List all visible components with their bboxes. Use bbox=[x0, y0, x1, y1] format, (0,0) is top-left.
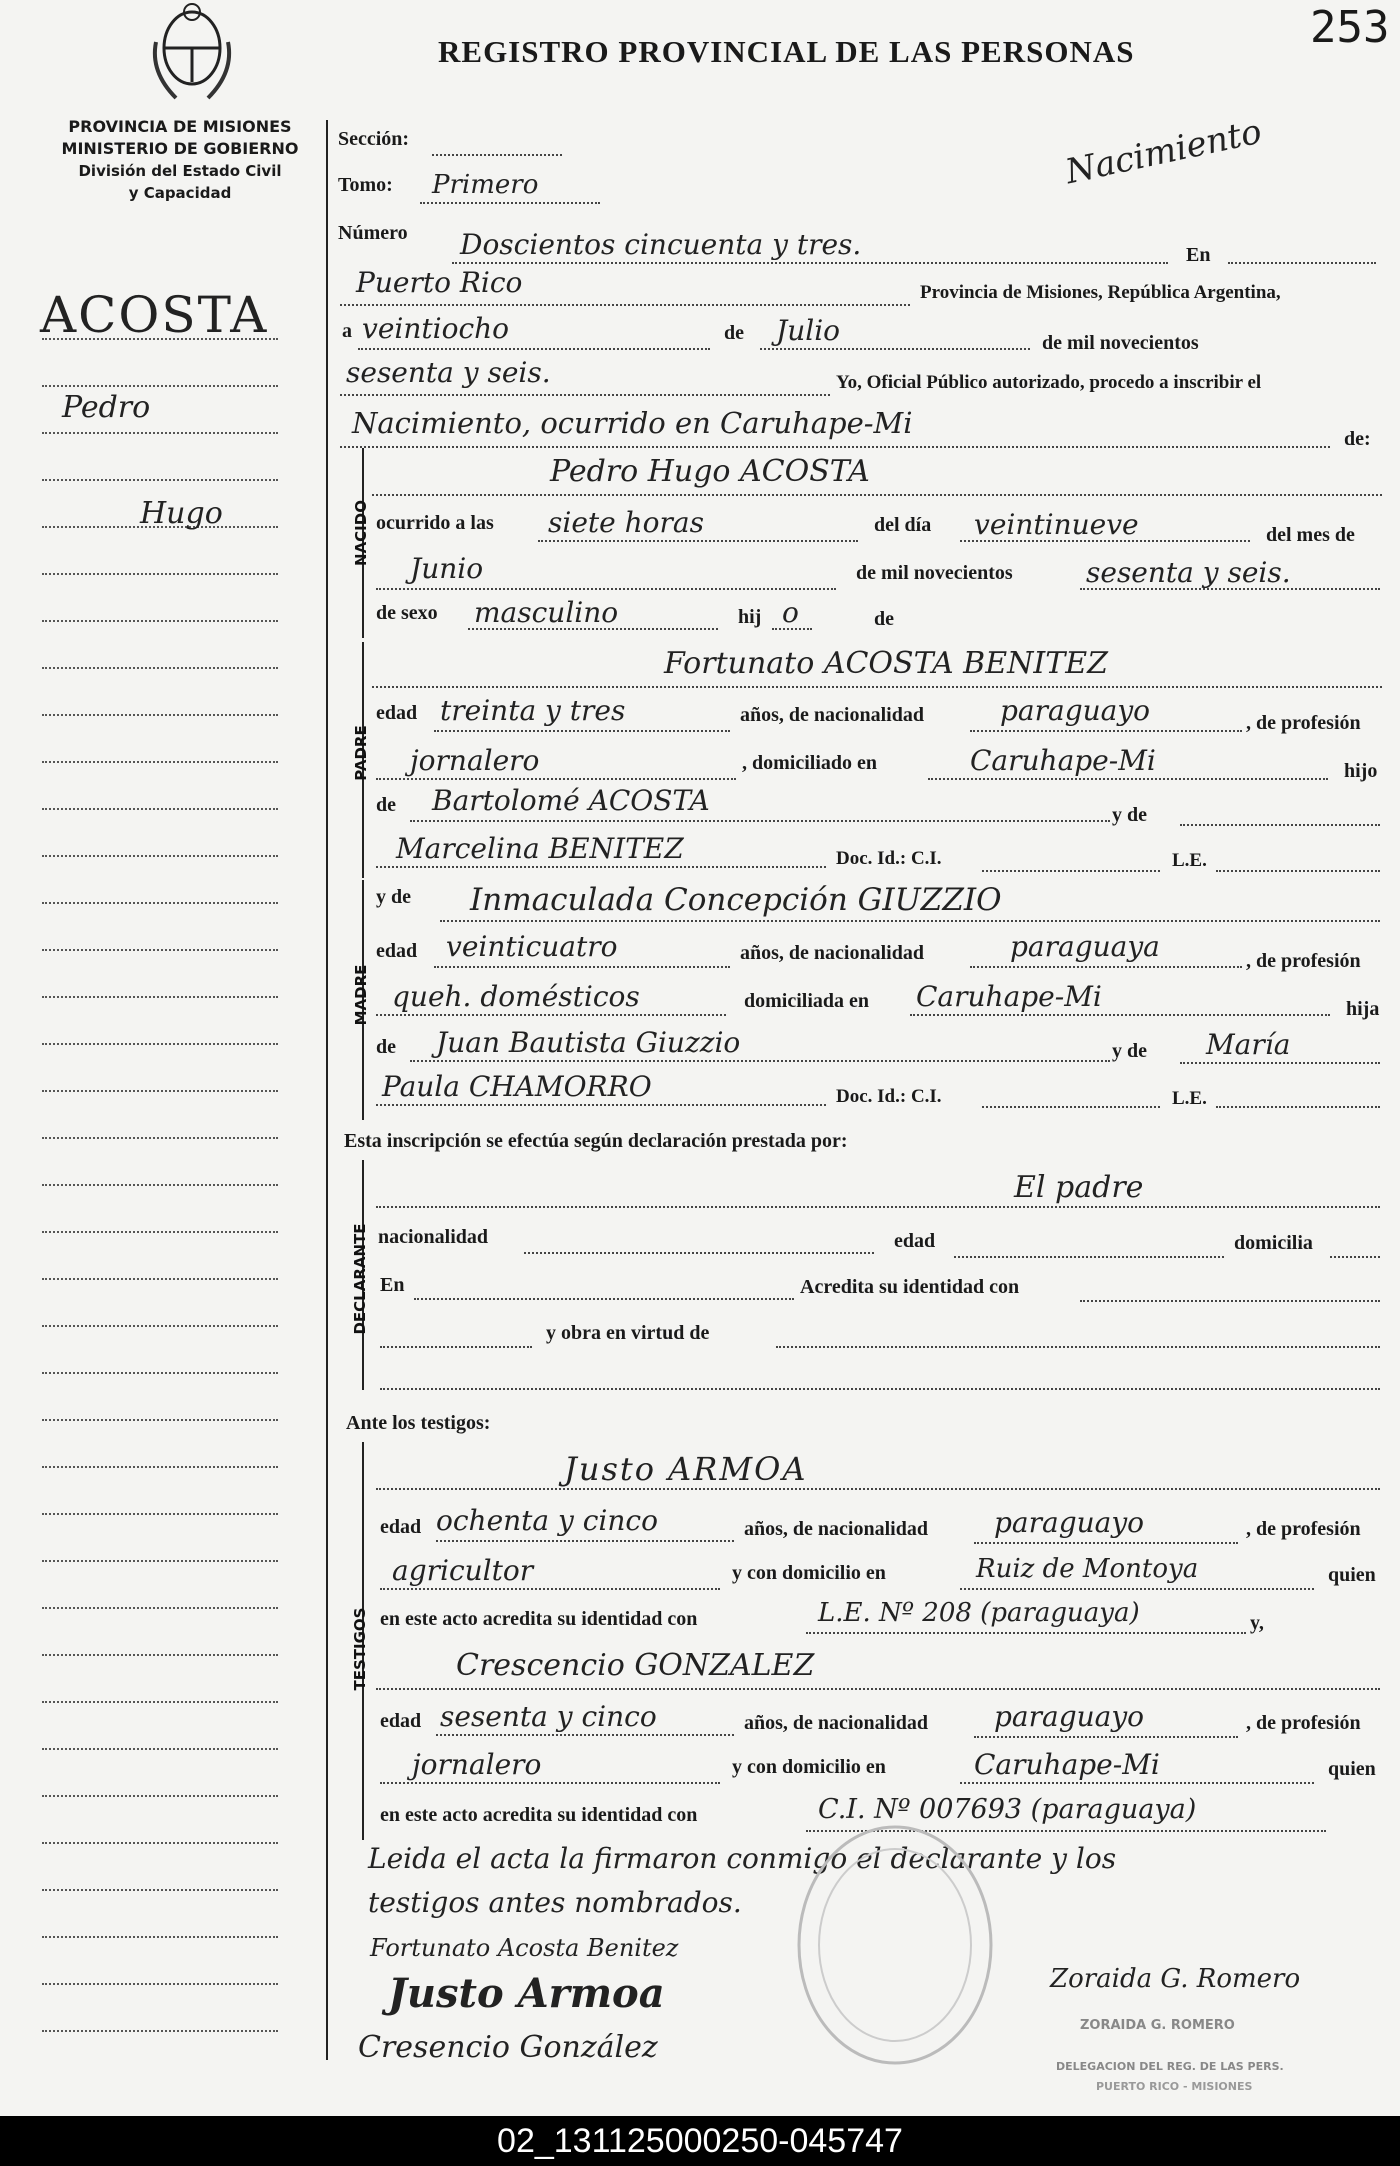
agency-line-1: PROVINCIA DE MISIONES bbox=[68, 117, 292, 136]
madre-le-label: L.E. bbox=[1172, 1088, 1207, 1109]
testigo2-identidad: C.I. Nº 007693 (paraguaya) bbox=[818, 1794, 1197, 1825]
margin-note: Nacimiento bbox=[1062, 111, 1266, 193]
nacido-dia: veintinueve bbox=[974, 508, 1139, 541]
ocurrido-label: ocurrido a las bbox=[376, 512, 494, 534]
de-label-2: de bbox=[874, 608, 894, 630]
sexo-label: de sexo bbox=[376, 602, 438, 624]
padre-nacionalidad: paraguayo bbox=[1000, 694, 1151, 727]
del-dia-label: del día bbox=[874, 514, 932, 536]
de-colon-label: de: bbox=[1344, 428, 1371, 450]
scan-id-footer: 02_131125000250-045747 bbox=[0, 2116, 1400, 2166]
de-mil-label: de mil novecientos bbox=[856, 562, 1013, 584]
madre-domicilio: Caruhape-Mi bbox=[916, 980, 1102, 1013]
t2-prof-label: , de profesión bbox=[1246, 1712, 1361, 1734]
stamp-line-3: PUERTO RICO - MISIONES bbox=[1096, 2080, 1253, 2093]
tomo-label: Tomo: bbox=[338, 174, 393, 196]
agency-line-3: División del Estado Civil bbox=[78, 162, 282, 180]
madre-madre-2: Paula CHAMORRO bbox=[382, 1070, 652, 1103]
testigo2-edad: sesenta y cinco bbox=[440, 1700, 657, 1733]
dia-value: veintiocho bbox=[362, 312, 510, 345]
madre-nacionalidad: paraguaya bbox=[1010, 930, 1160, 963]
t1-prof-label: , de profesión bbox=[1246, 1518, 1361, 1540]
anio-value: sesenta y seis. bbox=[346, 356, 551, 389]
seccion-label: Sección: bbox=[338, 128, 410, 150]
t2-nac-label: años, de nacionalidad bbox=[744, 1712, 928, 1734]
nacido-nombre: Pedro Hugo ACOSTA bbox=[550, 454, 870, 489]
padre-prof-label: , de profesión bbox=[1246, 712, 1361, 734]
en-label: En bbox=[1186, 244, 1211, 266]
coat-of-arms-icon bbox=[146, 2, 238, 110]
testigo1-nacionalidad: paraguayo bbox=[994, 1506, 1145, 1539]
padre-domicilio: Caruhape-Mi bbox=[970, 744, 1156, 777]
madre-padre: Juan Bautista Giuzzio bbox=[436, 1026, 741, 1059]
testigo1-identidad: L.E. Nº 208 (paraguaya) bbox=[818, 1598, 1140, 1628]
testigo2-domicilio: Caruhape-Mi bbox=[974, 1748, 1160, 1781]
padre-le-label: L.E. bbox=[1172, 850, 1207, 871]
obra-label: y obra en virtud de bbox=[546, 1322, 710, 1344]
t2-edad-label: edad bbox=[380, 1710, 422, 1732]
nacido-anio: sesenta y seis. bbox=[1086, 556, 1291, 589]
signature-1: Fortunato Acosta Benitez bbox=[370, 1934, 679, 1962]
nacido-tab: NACIDO bbox=[352, 500, 370, 566]
page-number: 253 bbox=[1310, 2, 1390, 53]
madre-madre-1: María bbox=[1206, 1028, 1291, 1061]
nacido-mes: Junio bbox=[410, 552, 484, 585]
acredita-label: Acredita su identidad con bbox=[800, 1276, 1020, 1298]
t1-acto-label: en este acto acredita su identidad con bbox=[380, 1608, 698, 1630]
inscripcion-label: Esta inscripción se efectúa según declaración prestada por: bbox=[344, 1130, 848, 1152]
signature-3: Zoraida G. Romero bbox=[1050, 1964, 1301, 1994]
closing-line-2: testigos antes nombrados. bbox=[368, 1886, 742, 1919]
madre-profesion: queh. domésticos bbox=[392, 980, 640, 1013]
madre-doc-label: Doc. Id.: C.I. bbox=[836, 1086, 942, 1107]
declarante-value: El padre bbox=[1014, 1170, 1144, 1205]
madre-edad-label: edad bbox=[376, 940, 418, 962]
testigo1-profesion: agricultor bbox=[392, 1554, 534, 1587]
document-title: REGISTRO PROVINCIAL DE LAS PERSONAS bbox=[438, 34, 1135, 69]
testigos-tab: TESTIGOS bbox=[351, 1607, 369, 1691]
t2-quien-label: quien bbox=[1328, 1758, 1376, 1780]
padre-yde-label: y de bbox=[1112, 804, 1147, 826]
agency-block bbox=[40, 116, 320, 204]
margin-surname: ACOSTA bbox=[40, 286, 269, 344]
mil-label: de mil novecientos bbox=[1042, 332, 1199, 354]
madre-prof-label: , de profesión bbox=[1246, 950, 1361, 972]
acto-value: Nacimiento, ocurrido en Caruhape-Mi bbox=[352, 406, 913, 440]
t1-edad-label: edad bbox=[380, 1516, 422, 1538]
decl-en-label: En bbox=[380, 1274, 405, 1296]
t1-y-label: y, bbox=[1250, 1612, 1264, 1634]
testigo2-nacionalidad: paraguayo bbox=[994, 1700, 1145, 1733]
t1-dom-label: y con domicilio en bbox=[732, 1562, 886, 1584]
padre-doc-label: Doc. Id.: C.I. bbox=[836, 848, 942, 869]
madre-de-label: de bbox=[376, 1036, 396, 1058]
provincia-label: Provincia de Misiones, República Argentina, bbox=[920, 282, 1281, 303]
hij-label: hij bbox=[738, 606, 762, 628]
t2-acto-label: en este acto acredita su identidad con bbox=[380, 1804, 698, 1826]
numero-label: Número bbox=[338, 222, 408, 244]
padre-nac-label: años, de nacionalidad bbox=[740, 704, 924, 726]
madre-edad: veinticuatro bbox=[446, 930, 618, 963]
signature-4: Cresencio González bbox=[358, 2030, 658, 2065]
a-label: a bbox=[342, 320, 352, 342]
margin-name-2: Hugo bbox=[140, 496, 223, 531]
madre-nombre: Inmaculada Concepción GIUZZIO bbox=[470, 882, 1002, 918]
padre-dom-label: , domiciliado en bbox=[742, 752, 878, 774]
padre-profesion: jornalero bbox=[410, 744, 540, 777]
closing-line-1: Leida el acta la firmaron conmigo el declarante y los bbox=[368, 1842, 1117, 1875]
numero-value: Doscientos cincuenta y tres. bbox=[460, 228, 862, 261]
sexo-value: masculino bbox=[474, 596, 619, 629]
stamp-line-2: DELEGACION DEL REG. DE LAS PERS. bbox=[1056, 2060, 1284, 2073]
margin-name-1: Pedro bbox=[62, 390, 151, 425]
seal-stamp-icon bbox=[790, 1820, 1000, 2070]
padre-tab: PADRE bbox=[352, 725, 370, 781]
signature-2: Justo Armoa bbox=[388, 1970, 665, 2017]
t2-dom-label: y con domicilio en bbox=[732, 1756, 886, 1778]
declarante-tab: DECLARANTE bbox=[351, 1223, 369, 1335]
t1-quien-label: quien bbox=[1328, 1564, 1376, 1586]
hora-value: siete horas bbox=[548, 506, 704, 539]
testigos-label: Ante los testigos: bbox=[346, 1412, 491, 1434]
mes-value: Julio bbox=[776, 314, 841, 347]
madre-yde-label-2: y de bbox=[1112, 1040, 1147, 1062]
hijo-label: hijo bbox=[1344, 760, 1378, 782]
padre-nombre: Fortunato ACOSTA BENITEZ bbox=[664, 646, 1108, 681]
padre-madre: Marcelina BENITEZ bbox=[396, 832, 684, 865]
decl-nac-label: nacionalidad bbox=[378, 1226, 489, 1248]
agency-line-2: MINISTERIO DE GOBIERNO bbox=[61, 139, 299, 158]
padre-edad: treinta y tres bbox=[440, 694, 626, 727]
agency-line-4: y Capacidad bbox=[128, 184, 232, 202]
madre-tab: MADRE bbox=[352, 964, 370, 1026]
decl-dom-label: domicilia bbox=[1234, 1232, 1313, 1254]
madre-yde-label: y de bbox=[376, 886, 411, 908]
de-label: de bbox=[724, 322, 744, 344]
lugar-value: Puerto Rico bbox=[356, 266, 523, 299]
testigo1-domicilio: Ruiz de Montoya bbox=[976, 1554, 1199, 1584]
madre-dom-label: domiciliada en bbox=[744, 990, 870, 1012]
decl-edad-label: edad bbox=[894, 1230, 936, 1252]
del-mes-label: del mes de bbox=[1266, 524, 1355, 546]
padre-de-label: de bbox=[376, 794, 396, 816]
tomo-value: Primero bbox=[432, 170, 539, 200]
yo-label: Yo, Oficial Público autorizado, procedo a inscribir el bbox=[836, 372, 1262, 393]
hij-suffix: o bbox=[782, 596, 799, 629]
testigo2-nombre: Crescencio GONZALEZ bbox=[456, 1648, 815, 1683]
hija-label: hija bbox=[1346, 998, 1380, 1020]
stamp-line-1: ZORAIDA G. ROMERO bbox=[1080, 2018, 1235, 2033]
testigo1-nombre: Justo ARMOA bbox=[564, 1450, 808, 1488]
padre-padre: Bartolomé ACOSTA bbox=[432, 784, 710, 817]
testigo2-profesion: jornalero bbox=[412, 1748, 542, 1781]
testigo1-edad: ochenta y cinco bbox=[436, 1504, 658, 1537]
t1-nac-label: años, de nacionalidad bbox=[744, 1518, 928, 1540]
padre-edad-label: edad bbox=[376, 702, 418, 724]
madre-nac-label: años, de nacionalidad bbox=[740, 942, 924, 964]
